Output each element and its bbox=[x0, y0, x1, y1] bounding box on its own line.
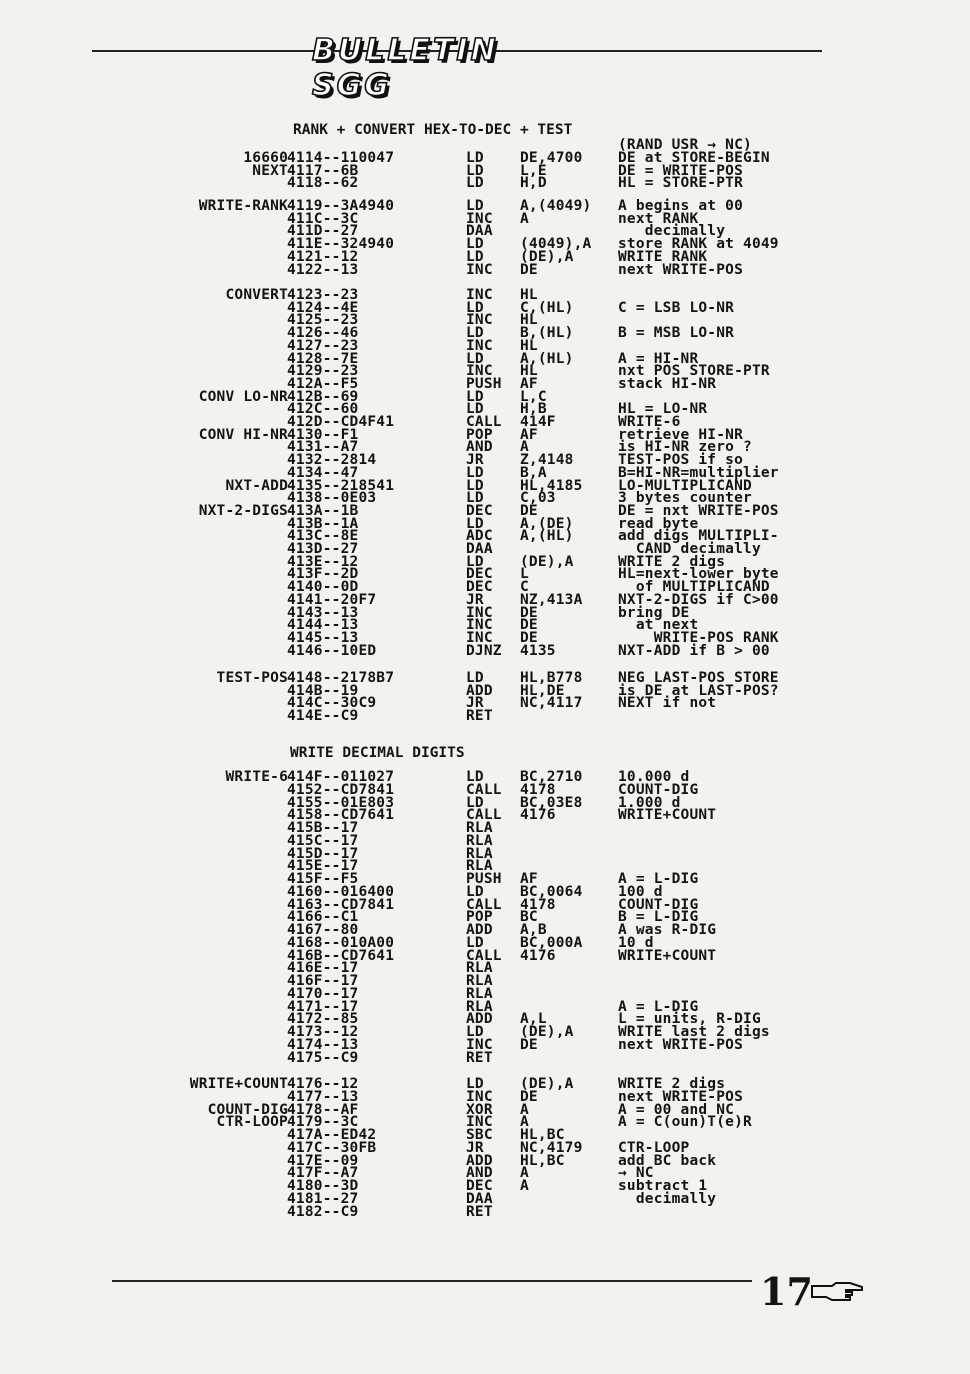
row-op: HL bbox=[520, 363, 538, 380]
row-addr: 414E--C9 bbox=[287, 708, 359, 725]
row-addr: 4123--23 bbox=[287, 287, 359, 303]
row-mn: LD bbox=[466, 150, 484, 166]
row-mn: AND bbox=[466, 439, 493, 456]
row-addr: 4170--17 bbox=[287, 985, 359, 1002]
row-comment: A begins at 00 bbox=[618, 198, 744, 214]
row-comment: WRITE RANK bbox=[618, 248, 708, 265]
row-mn: INC bbox=[466, 629, 493, 646]
row-addr: 413E--12 bbox=[287, 553, 359, 570]
row-addr: 4141--20F7 bbox=[287, 591, 377, 608]
row-comment: subtract 1 bbox=[618, 1178, 708, 1194]
row-comment: DE = nxt WRITE-POS bbox=[618, 502, 779, 519]
row-mn: RLA bbox=[466, 973, 493, 989]
row-op: A bbox=[520, 1114, 529, 1131]
row-mn: CALL bbox=[466, 414, 502, 430]
row-comment: A = L-DIG bbox=[618, 998, 699, 1015]
row-mn: ADD bbox=[466, 1152, 493, 1169]
row-mn: LD bbox=[466, 515, 484, 532]
row-mn: LD bbox=[466, 934, 484, 951]
row-addr: 4158--CD7641 bbox=[287, 807, 395, 824]
row-mn: DEC bbox=[466, 566, 493, 583]
row-op: BC,000A bbox=[520, 934, 583, 951]
row-comment: NEG LAST-POS STORE bbox=[618, 670, 779, 686]
row-op: HL,4185 bbox=[520, 477, 583, 494]
row-mn: ADD bbox=[466, 682, 493, 699]
row-mn: LD bbox=[466, 464, 484, 481]
row-comment: A = C(oun)T(e)R bbox=[618, 1114, 752, 1131]
row-addr: 4134--47 bbox=[287, 464, 359, 481]
row-addr: 4171--17 bbox=[287, 998, 359, 1015]
row-addr: 4122--13 bbox=[287, 261, 359, 278]
row-addr: 412D--CD4F41 bbox=[287, 414, 395, 430]
row-op: HL bbox=[520, 287, 538, 303]
row-addr: 415F--F5 bbox=[287, 871, 359, 887]
row-label: 16660 bbox=[243, 150, 288, 166]
row-label: NXT-ADD bbox=[225, 477, 288, 494]
row-addr: 413F--2D bbox=[287, 566, 359, 583]
row-addr: 412B--69 bbox=[287, 388, 359, 405]
row-op: H,D bbox=[520, 175, 547, 192]
row-addr: 4140--0D bbox=[287, 579, 359, 596]
row-op: NC,4117 bbox=[520, 695, 583, 712]
row-op: DE,4700 bbox=[520, 150, 583, 166]
row-addr: 4135--218541 bbox=[287, 477, 395, 494]
row-op: 4135 bbox=[520, 642, 556, 659]
row-comment: next RANK bbox=[618, 210, 699, 227]
row-comment: B=HI-NR=multiplier bbox=[618, 464, 779, 481]
row-mn: RLA bbox=[466, 845, 493, 862]
row-comment: HL = STORE-PTR bbox=[618, 175, 744, 192]
row-op: AF bbox=[520, 871, 538, 887]
row-addr: 4167--80 bbox=[287, 922, 359, 938]
row-op: DE bbox=[520, 502, 538, 519]
row-comment: DE at STORE-BEGIN bbox=[618, 150, 770, 166]
row-addr: 415E--17 bbox=[287, 858, 359, 875]
row-addr: 4131--A7 bbox=[287, 439, 359, 456]
row-op: 4176 bbox=[520, 947, 556, 964]
row-label: TEST-POS bbox=[216, 670, 288, 686]
row-comment: CAND decimally bbox=[618, 541, 761, 557]
row-mn: PUSH bbox=[466, 375, 502, 392]
row-comment: CTR-LOOP bbox=[618, 1139, 690, 1156]
row-mn: RLA bbox=[466, 820, 493, 836]
row-op: HL,B778 bbox=[520, 670, 583, 686]
row-op: A bbox=[520, 1101, 529, 1118]
row-label: WRITE-RANK bbox=[198, 198, 288, 214]
row-label: CTR-LOOP bbox=[216, 1114, 288, 1131]
row-op: (DE),A bbox=[520, 553, 574, 570]
row-mn: PUSH bbox=[466, 871, 502, 887]
row-addr: 4138--0E03 bbox=[287, 490, 377, 507]
row-label: CONV LO-NR bbox=[198, 388, 288, 405]
row-addr: 413B--1A bbox=[287, 515, 359, 532]
row-label: WRITE-6 bbox=[225, 769, 288, 785]
row-mn: ADD bbox=[466, 922, 493, 938]
row-mn: INC bbox=[466, 287, 493, 303]
row-mn: DAA bbox=[466, 1190, 493, 1207]
row-addr: 4148--2178B7 bbox=[287, 670, 395, 686]
row-mn: RLA bbox=[466, 960, 493, 977]
row-label: CONVERT bbox=[225, 287, 288, 303]
row-comment: retrieve HI-NR bbox=[618, 426, 744, 443]
row-op: (DE),A bbox=[520, 1024, 574, 1040]
row-op: A,L bbox=[520, 1011, 547, 1028]
row-addr: 4173--12 bbox=[287, 1024, 359, 1040]
row-op: C,03 bbox=[520, 490, 556, 507]
row-mn: JR bbox=[466, 591, 484, 608]
row-op: B,A bbox=[520, 464, 547, 481]
row-mn: INC bbox=[466, 210, 493, 227]
row-mn: INC bbox=[466, 604, 493, 621]
row-addr: 4178--AF bbox=[287, 1101, 359, 1118]
row-comment: is HI-NR zero ? bbox=[618, 439, 752, 456]
row-op: NZ,413A bbox=[520, 591, 583, 608]
row-addr: 413D--27 bbox=[287, 541, 359, 557]
row-addr: 417A--ED42 bbox=[287, 1127, 377, 1143]
row-mn: LD bbox=[466, 175, 484, 192]
row-addr: 4177--13 bbox=[287, 1088, 359, 1105]
row-mn: RET bbox=[466, 1049, 493, 1066]
row-comment: add digs MULTIPLI- bbox=[618, 528, 779, 545]
row-op: C bbox=[520, 579, 529, 596]
row-mn: INC bbox=[466, 337, 493, 354]
row-op: L,E bbox=[520, 162, 547, 179]
row-comment: store RANK at 4049 bbox=[618, 236, 779, 253]
section2-heading: WRITE DECIMAL DIGITS bbox=[290, 745, 465, 761]
row-addr: 417F--A7 bbox=[287, 1165, 359, 1182]
row-addr: 4172--85 bbox=[287, 1011, 359, 1028]
row-comment: A was R-DIG bbox=[618, 922, 717, 938]
row-op: BC,03E8 bbox=[520, 794, 583, 811]
row-op: HL,BC bbox=[520, 1127, 565, 1143]
row-op: HL bbox=[520, 337, 538, 354]
row-addr: 412A--F5 bbox=[287, 375, 359, 392]
row-mn: RLA bbox=[466, 858, 493, 875]
row-op: BC bbox=[520, 909, 538, 926]
row-op: A,(HL) bbox=[520, 528, 574, 545]
row-op: HL bbox=[520, 312, 538, 329]
row-addr: 4175--C9 bbox=[287, 1049, 359, 1066]
row-label: COUNT-DIG bbox=[207, 1101, 288, 1118]
row-mn: SBC bbox=[466, 1127, 493, 1143]
row-op: (DE),A bbox=[520, 1076, 574, 1092]
row-mn: POP bbox=[466, 909, 493, 926]
row-comment: stack HI-NR bbox=[618, 375, 717, 392]
row-op: A bbox=[520, 1165, 529, 1182]
row-addr: 4132--2814 bbox=[287, 452, 377, 469]
row-addr: 4146--10ED bbox=[287, 642, 377, 659]
row-addr: 415D--17 bbox=[287, 845, 359, 862]
row-addr: 4180--3D bbox=[287, 1178, 359, 1194]
row-addr: 417C--30FB bbox=[287, 1139, 377, 1156]
row-mn: LD bbox=[466, 1076, 484, 1092]
row-mn: LD bbox=[466, 883, 484, 900]
row-op: DE bbox=[520, 1088, 538, 1105]
row-comment: WRITE-6 bbox=[618, 414, 681, 430]
row-mn: ADD bbox=[466, 1011, 493, 1028]
row-op: BC,0064 bbox=[520, 883, 583, 900]
row-comment: WRITE 2 digs bbox=[618, 1076, 726, 1092]
row-mn: DAA bbox=[466, 223, 493, 240]
row-comment: NXT-2-DIGS if C>00 bbox=[618, 591, 779, 608]
bottom-rule bbox=[112, 1280, 752, 1282]
row-addr: 4129--23 bbox=[287, 363, 359, 380]
pointing-hand-icon bbox=[810, 1280, 866, 1302]
row-addr: 4163--CD7841 bbox=[287, 896, 395, 913]
row-comment: COUNT-DIG bbox=[618, 781, 699, 798]
row-mn: INC bbox=[466, 1036, 493, 1053]
row-addr: 414F--011027 bbox=[287, 769, 395, 785]
row-addr: 4155--01E803 bbox=[287, 794, 395, 811]
row-mn: CALL bbox=[466, 896, 502, 913]
masthead bbox=[312, 33, 588, 103]
row-mn: INC bbox=[466, 261, 493, 278]
row-addr: 4174--13 bbox=[287, 1036, 359, 1053]
row-comment: decimally bbox=[618, 223, 726, 240]
row-comment: nxt POS STORE-PTR bbox=[618, 363, 770, 380]
row-addr: 4126--46 bbox=[287, 325, 359, 342]
row-comment: read byte bbox=[618, 515, 699, 532]
row-comment: bring DE bbox=[618, 604, 690, 621]
row-mn: RLA bbox=[466, 998, 493, 1015]
row-addr: 4121--12 bbox=[287, 248, 359, 265]
row-op: Z,4148 bbox=[520, 452, 574, 469]
row-op: BC,2710 bbox=[520, 769, 583, 785]
row-comment: TEST-POS if so bbox=[618, 452, 744, 469]
row-op: HL,DE bbox=[520, 682, 565, 699]
row-comment: NEXT if not bbox=[618, 695, 717, 712]
masthead-title: BULLETIN SGG bbox=[312, 33, 499, 103]
row-mn: XOR bbox=[466, 1101, 493, 1118]
row-addr: 4125--23 bbox=[287, 312, 359, 329]
row-op: L,C bbox=[520, 388, 547, 405]
row-op: DE bbox=[520, 1036, 538, 1053]
row-addr: 4152--CD7841 bbox=[287, 781, 395, 798]
row-mn: CALL bbox=[466, 781, 502, 798]
row-mn: LD bbox=[466, 1024, 484, 1040]
row-mn: DEC bbox=[466, 502, 493, 519]
row-mn: LD bbox=[466, 670, 484, 686]
row-op: A bbox=[520, 1178, 529, 1194]
row-comment: decimally bbox=[618, 1190, 717, 1207]
row-mn: LD bbox=[466, 299, 484, 316]
row-comment: HL = LO-NR bbox=[618, 401, 708, 418]
row-addr: 4127--23 bbox=[287, 337, 359, 354]
row-mn: INC bbox=[466, 1088, 493, 1105]
row-mn: JR bbox=[466, 1139, 484, 1156]
row-addr: 412C--60 bbox=[287, 401, 359, 418]
row-op: A,(4049) bbox=[520, 198, 592, 214]
row-op: HL,BC bbox=[520, 1152, 565, 1169]
row-mn: LD bbox=[466, 350, 484, 367]
row-mn: LD bbox=[466, 198, 484, 214]
row-op: AF bbox=[520, 426, 538, 443]
row-op: DE bbox=[520, 629, 538, 646]
row-addr: 416B--CD7641 bbox=[287, 947, 395, 964]
row-addr: 4117--6B bbox=[287, 162, 359, 179]
row-comment: 1.000 d bbox=[618, 794, 681, 811]
row-mn: INC bbox=[466, 312, 493, 329]
row-comment: 10 d bbox=[618, 934, 654, 951]
row-addr: 4124--4E bbox=[287, 299, 359, 316]
row-mn: AND bbox=[466, 1165, 493, 1182]
row-addr: 4166--C1 bbox=[287, 909, 359, 926]
row-mn: INC bbox=[466, 617, 493, 634]
row-op: A bbox=[520, 439, 529, 456]
row-op: DE bbox=[520, 617, 538, 634]
row-addr: 4128--7E bbox=[287, 350, 359, 367]
row-op: 4178 bbox=[520, 781, 556, 798]
row-mn: INC bbox=[466, 1114, 493, 1131]
row-label: WRITE+COUNT bbox=[189, 1076, 288, 1092]
row-addr: 416E--17 bbox=[287, 960, 359, 977]
row-comment: WRITE last 2 digs bbox=[618, 1024, 770, 1040]
row-mn: DJNZ bbox=[466, 642, 502, 659]
row-mn: RET bbox=[466, 1203, 493, 1220]
row-comment: add BC back bbox=[618, 1152, 717, 1169]
row-mn: ADC bbox=[466, 528, 493, 545]
row-addr: 411C--3C bbox=[287, 210, 359, 227]
row-mn: RET bbox=[466, 708, 493, 725]
row-comment: 10.000 d bbox=[618, 769, 690, 785]
row-mn: POP bbox=[466, 426, 493, 443]
row-mn: CALL bbox=[466, 807, 502, 824]
row-op: H,B bbox=[520, 401, 547, 418]
row-addr: 4181--27 bbox=[287, 1190, 359, 1207]
row-comment: next WRITE-POS bbox=[618, 261, 744, 278]
row-comment: of MULTIPLICAND bbox=[618, 579, 770, 596]
row-label: NEXT bbox=[252, 162, 288, 179]
row-comment: C = LSB LO-NR bbox=[618, 299, 735, 316]
section1-heading: RANK + CONVERT HEX-TO-DEC + TEST bbox=[293, 122, 573, 138]
row-addr: 4144--13 bbox=[287, 617, 359, 634]
row-op: B,(HL) bbox=[520, 325, 574, 342]
row-addr: 4143--13 bbox=[287, 604, 359, 621]
row-comment: COUNT-DIG bbox=[618, 896, 699, 913]
row-comment: LO-MULTIPLICAND bbox=[618, 477, 752, 494]
row-comment: A = L-DIG bbox=[618, 871, 699, 887]
row-mn: CALL bbox=[466, 947, 502, 964]
row-addr: 4130--F1 bbox=[287, 426, 359, 443]
row-op: C,(HL) bbox=[520, 299, 574, 316]
row-addr: 4182--C9 bbox=[287, 1203, 359, 1220]
row-op: A bbox=[520, 210, 529, 227]
row-addr: 413A--1B bbox=[287, 502, 359, 519]
row-comment: 3 bytes counter bbox=[618, 490, 752, 507]
row-mn: LD bbox=[466, 248, 484, 265]
row-addr: 4176--12 bbox=[287, 1076, 359, 1092]
row-mn: LD bbox=[466, 236, 484, 253]
row-addr: 414C--30C9 bbox=[287, 695, 377, 712]
row-comment: B = L-DIG bbox=[618, 909, 699, 926]
row-op: AF bbox=[520, 375, 538, 392]
row-mn: LD bbox=[466, 477, 484, 494]
row-op: DE bbox=[520, 261, 538, 278]
row-comment: → NC bbox=[618, 1165, 654, 1182]
row-mn: JR bbox=[466, 452, 484, 469]
row-op: DE bbox=[520, 604, 538, 621]
row-addr: 417E--09 bbox=[287, 1152, 359, 1169]
row-op: A,(DE) bbox=[520, 515, 574, 532]
row-mn: LD bbox=[466, 401, 484, 418]
row-mn: RLA bbox=[466, 985, 493, 1002]
row-label: NXT-2-DIGS bbox=[198, 502, 288, 519]
row-addr: 4118--62 bbox=[287, 175, 359, 192]
row-comment: A = HI-NR bbox=[618, 350, 699, 367]
row-comment: L = units, R-DIG bbox=[618, 1011, 761, 1028]
row-op: (DE),A bbox=[520, 248, 574, 265]
row-mn: DEC bbox=[466, 1178, 493, 1194]
row-addr: 413C--8E bbox=[287, 528, 359, 545]
row-op: NC,4179 bbox=[520, 1139, 583, 1156]
row-comment: WRITE-POS RANK bbox=[618, 629, 779, 646]
row-mn: LD bbox=[466, 794, 484, 811]
row-addr: 411E--324940 bbox=[287, 236, 395, 253]
row-addr: 415C--17 bbox=[287, 832, 359, 849]
row-comment: next WRITE-POS bbox=[618, 1088, 744, 1105]
row-mn: JR bbox=[466, 695, 484, 712]
row-mn: DEC bbox=[466, 579, 493, 596]
row-addr: 4114--110047 bbox=[287, 150, 395, 166]
row-comment: B = MSB LO-NR bbox=[618, 325, 735, 342]
row-op: 4178 bbox=[520, 896, 556, 913]
row-comment: NXT-ADD if B > 00 bbox=[618, 642, 770, 659]
row-addr: 415B--17 bbox=[287, 820, 359, 836]
row-mn: LD bbox=[466, 388, 484, 405]
row-op: (4049),A bbox=[520, 236, 592, 253]
row-addr: 411D--27 bbox=[287, 223, 359, 240]
row-comment: DE = WRITE-POS bbox=[618, 162, 744, 179]
row-mn: DAA bbox=[466, 541, 493, 557]
row-mn: INC bbox=[466, 363, 493, 380]
row-comment: WRITE+COUNT bbox=[618, 947, 717, 964]
row-label: CONV HI-NR bbox=[198, 426, 288, 443]
row-op: 4176 bbox=[520, 807, 556, 824]
row-op: 414F bbox=[520, 414, 556, 430]
row-mn: LD bbox=[466, 769, 484, 785]
row-comment: at next bbox=[618, 617, 699, 634]
row-addr: 4168--010A00 bbox=[287, 934, 395, 951]
row-addr: 416F--17 bbox=[287, 973, 359, 989]
row-mn: LD bbox=[466, 553, 484, 570]
row-comment: A = 00 and NC bbox=[618, 1101, 735, 1118]
row-comment: (RAND USR → NC) bbox=[618, 137, 752, 153]
row-mn: LD bbox=[466, 162, 484, 179]
row-comment: is DE at LAST-POS? bbox=[618, 682, 779, 699]
row-comment: HL=next-lower byte bbox=[618, 566, 779, 583]
page-number: 17 bbox=[760, 1269, 813, 1314]
row-addr: 4160--016400 bbox=[287, 883, 395, 900]
row-addr: 4119--3A4940 bbox=[287, 198, 395, 214]
row-addr: 414B--19 bbox=[287, 682, 359, 699]
row-op: L bbox=[520, 566, 529, 583]
row-comment: 100 d bbox=[618, 883, 663, 900]
row-mn: LD bbox=[466, 490, 484, 507]
row-comment: WRITE+COUNT bbox=[618, 807, 717, 824]
row-comment: next WRITE-POS bbox=[618, 1036, 744, 1053]
row-op: A,(HL) bbox=[520, 350, 574, 367]
row-comment: WRITE 2 digs bbox=[618, 553, 726, 570]
row-op: A,B bbox=[520, 922, 547, 938]
row-addr: 4179--3C bbox=[287, 1114, 359, 1131]
row-mn: LD bbox=[466, 325, 484, 342]
row-mn: RLA bbox=[466, 832, 493, 849]
row-addr: 4145--13 bbox=[287, 629, 359, 646]
